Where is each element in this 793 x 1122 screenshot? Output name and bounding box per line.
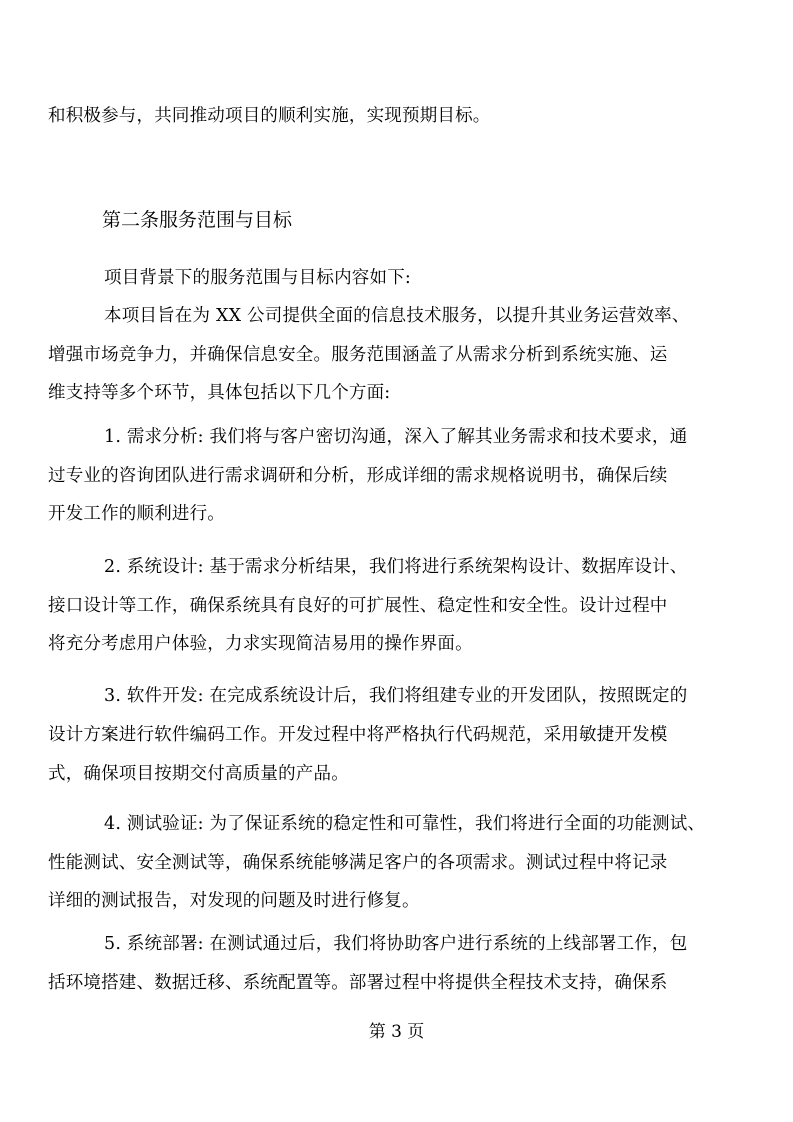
list-item-line: 开发工作的顺利进行。 (48, 504, 225, 524)
continuation-text: 和积极参与，共同推动项目的顺利实施，实现预期目标。 (48, 106, 491, 126)
section-title: 第二条服务范围与目标 (102, 209, 293, 231)
list-item-line: 括环境搭建、数据迁移、系统配置等。部署过程中将提供全程技术支持，确保系 (48, 973, 668, 993)
paragraph-line: 增强市场竞争力，并确保信息安全。服务范围涵盖了从需求分析到系统实施、运 (48, 345, 668, 365)
list-item-line: 设计方案进行软件编码工作。开发过程中将严格执行代码规范，采用敏捷开发模 (48, 725, 668, 745)
list-item-line: 性能测试、安全测试等，确保系统能够满足客户的各项需求。测试过程中将记录 (48, 853, 668, 873)
list-item-line: 将充分考虑用户体验，力求实现简洁易用的操作界面。 (48, 634, 473, 654)
page-number: 第 3 页 (368, 1022, 425, 1042)
list-item-line: 2. 系统设计: 基于需求分析结果，我们将进行系统架构设计、数据库设计、 (104, 557, 688, 577)
list-item-line: 详细的测试报告，对发现的问题及时进行修复。 (48, 891, 420, 911)
list-item-line: 式，确保项目按期交付高质量的产品。 (48, 764, 349, 784)
list-item-line: 过专业的咨询团队进行需求调研和分析，形成详细的需求规格说明书，确保后续 (48, 466, 668, 486)
list-item-line: 1. 需求分析: 我们将与客户密切沟通，深入了解其业务需求和技术要求，通 (104, 427, 688, 447)
intro-text: 项目背景下的服务范围与目标内容如下: (104, 268, 411, 288)
list-item-line: 4. 测试验证: 为了保证系统的稳定性和可靠性，我们将进行全面的功能测试、 (104, 814, 706, 834)
paragraph-line: 本项目旨在为 XX 公司提供全面的信息技术服务，以提升其业务运营效率、 (104, 306, 690, 326)
list-item-line: 5. 系统部署: 在测试通过后，我们将协助客户进行系统的上线部署工作，包 (104, 934, 688, 954)
list-item-line: 接口设计等工作，确保系统具有良好的可扩展性、稳定性和安全性。设计过程中 (48, 596, 668, 616)
list-item-line: 3. 软件开发: 在完成系统设计后，我们将组建专业的开发团队，按照既定的 (104, 686, 688, 706)
paragraph-line: 维支持等多个环节，具体包括以下几个方面: (48, 383, 391, 403)
